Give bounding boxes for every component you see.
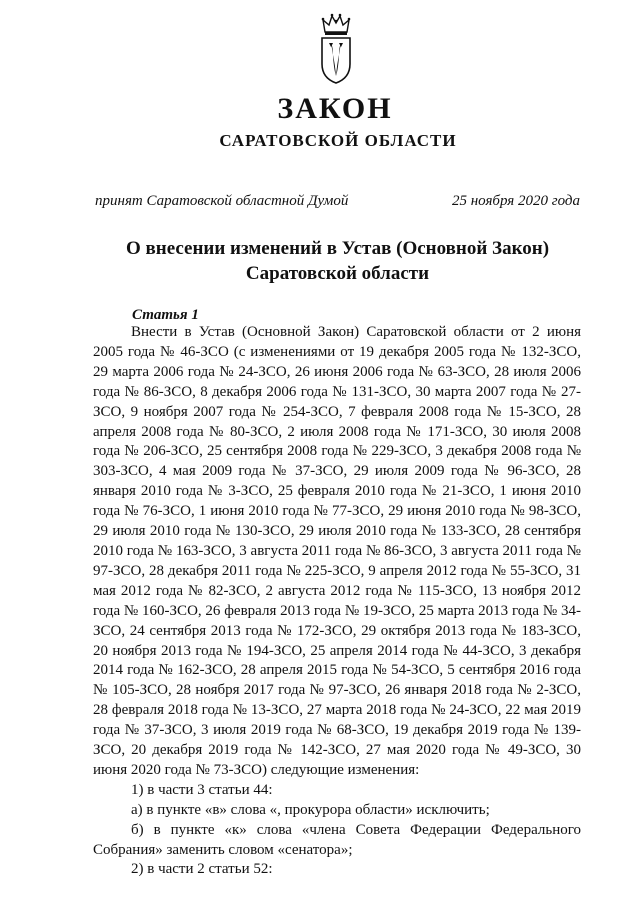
paragraph: Внести в Устав (Основной Закон) Саратовской области от 2 июня 2005 года № 46-ЗСО (с изменениями от 19 декабря 2005 года № 132-ЗСО, 29 марта 2006 года № 24-ЗСО, 26 июня 2006 года № 63-ЗСО, 28 июля 2006 года № 86-ЗСО, 8 декабря 2006 года № 131-ЗСО, 30 марта 2007 года № 27-ЗСО, 9 ноября 2007 года № 254-ЗСО, 7 февраля 2008 года № 15-ЗСО, 28 апреля 2008 года № 80-ЗСО, 2 июля 2008 года № 171-ЗСО, 30 июля 2008 года № 206-ЗСО, 25 сентября 2008 года № 229-ЗСО, 3 декабря 2008 года № 303-ЗСО, 4 мая 2009 года № 37-ЗСО, 29 июля 2009 года № 96-ЗСО, 28 января 2010 года № 3-ЗСО, 25 февраля 2010 года № 21-ЗСО, 1 июня 2010 года № 76-ЗСО, 1 июня 2010 года № 77-ЗСО, 29 июня 2010 года № 98-ЗСО, 29 июля 2010 года № 130-ЗСО, 29 июля 2010 года № 133-ЗСО, 28 сентября 2010 года № 163-ЗСО, 3 августа 2011 года № 86-ЗСО, 3 августа 2011 года № 97-ЗСО, 28 декабря 2011 года № 225-ЗСО, 9 апреля 2012 года № 55-ЗСО, 31 мая 2012 года № 82-ЗСО, 2 августа 2012 года № 115-ЗСО, 13 ноября 2012 года № 160-ЗСО, 26 февраля 2013 года № 19-ЗСО, 25 марта 2013 года № 34-ЗСО, 24 сентября 2013 года № 172-ЗСО, 29 октября 2013 года № 183-ЗСО, 20 ноября 2013 года № 194-ЗСО, 25 апреля 2014 года № 44-ЗСО, 3 декабря 2014 года № 162-ЗСО, 28 апреля 2015 года № 54-ЗСО, 5 сентября 2016 года № 105-ЗСО, 28 ноября 2017 года № 97-ЗСО, 26 января 2018 года № 2-ЗСО, 28 февраля 2018 года № 13-ЗСО, 27 марта 2018 года № 24-ЗСО, 22 мая 2019 года № 37-ЗСО, 3 июля 2019 года № 68-ЗСО, 19 декабря 2019 года № 139-ЗСО, 20 декабря 2019 года № 142-ЗСО, 27 мая 2020 года № 49-ЗСО, 30 июня 2020 года № 73-ЗСО) следующие изменения: — [93, 324, 581, 778]
adopted-date: 25 ноября 2020 года — [451, 193, 580, 209]
law-heading-line-2: Саратовской области — [245, 263, 430, 284]
article-body — [93, 323, 581, 880]
adopted-by: принят Саратовской областной Думой — [95, 193, 349, 209]
law-heading — [95, 236, 580, 286]
paragraph: а) в пункте «в» слова «, прокурора области» исключить; — [131, 801, 490, 818]
document-title: ЗАКОН — [277, 92, 393, 125]
adoption-line — [95, 193, 580, 210]
saratov-coat-of-arms-icon — [316, 10, 356, 85]
paragraph: б) в пункте «к» слова «члена Совета Федерации Федерального Собрания» заменить словом «сенатора»; — [93, 821, 581, 858]
article-label: Статья 1 — [132, 307, 199, 323]
law-heading-line-1: О внесении изменений в Устав (Основной Закон) — [125, 238, 550, 259]
paragraph: 1) в части 3 статьи 44: — [131, 781, 273, 798]
paragraph: 2) в части 2 статьи 52: — [131, 861, 273, 878]
document-subtitle: САРАТОВСКОЙ ОБЛАСТИ — [219, 131, 457, 150]
